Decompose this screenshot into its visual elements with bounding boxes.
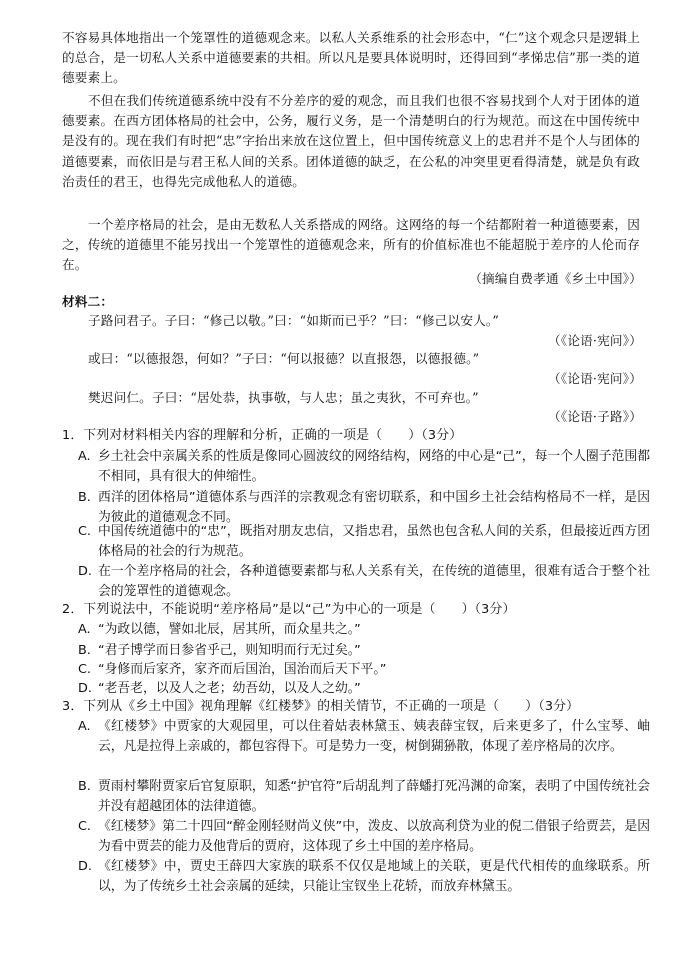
option-label: A. [78, 719, 91, 734]
option-label: C. [78, 819, 92, 834]
option-text: 乡土社会中亲属关系的性质是像同心圆波纹的网络结构，网络的中心是“己”，每一个人圈子范围都不相同，具有很大的伸缩性。 [98, 449, 650, 485]
option-label: D. [78, 681, 92, 696]
question-1-option-a [78, 447, 650, 488]
material2-quote-2: 或曰：“以德报怨，何如？”子曰：“何以报德？以直报怨，以德报德。” [88, 351, 480, 366]
material2-heading: 材料二： [62, 294, 114, 309]
option-text: 《红楼梦》中贾家的大观园里，可以住着姑表林黛玉、姨表薛宝钗，后来更多了，什么宝琴、岫云，凡是拉得上亲戚的，都包容得下。可是势力一变，树倒猢狲散，体现了差序格局的次序。 [98, 719, 650, 755]
material2-source-1: （《论语·宪问》） [548, 333, 642, 348]
option-text: “为政以德，譬如北辰，居其所，而众星共之。” [98, 622, 361, 637]
question-3-option-a [78, 717, 650, 758]
question-3-option-b [78, 777, 650, 818]
option-text: 中国传统道德中的“忠”，既指对朋友忠信，又指忠君，虽然也包含私人间的关系，但最接近西方团体格局的社会的行为规范。 [98, 524, 650, 560]
option-label: B. [78, 643, 91, 658]
question-3-stem: 3．下列从《乡土中国》视角理解《红楼梦》的相关情节，不正确的一项是（ ）（3分） [62, 699, 580, 714]
question-2-option-a [78, 620, 650, 640]
material1-paragraph-2: 不但在我们传统道德系统中没有不分差序的爱的观念，而且我们也很不容易找到个人对于团体的道德要素。在西方团体格局的社会中，公务，履行义务，是一个清楚明白的行为规范。而这在中国传统中是没有的。现在我们有时把“忠”字抬出来放在这位置上，但中国传统意义上的忠君并不是个人与团体的道德要素，而依旧是与君王私人间的关系。团体道德的缺乏，在公私的冲突里更看得清楚，就是负有政治责任的君王，也得先完成他私人的道德。 [62, 93, 640, 189]
question-1-option-c [78, 522, 650, 563]
option-text: 西洋的团体格局”道德体系与西洋的宗教观念有密切联系，和中国乡土社会结构格局不一样，是因为彼此的道德观念不同。 [98, 490, 650, 526]
question-1-stem: 1．下列对材料相关内容的理解和分析，正确的一项是（ ）（3分） [62, 428, 463, 443]
option-text: “老吾老，以及人之老；幼吾幼，以及人之幼。” [98, 681, 361, 696]
option-text: 《红楼梦》中，贾史王薛四大家族的联系不仅仅是地域上的关联，更是代代相传的血缘联系。所以，为了传统乡土社会亲属的延续，只能让宝钗坐上花轿，而放弃林黛玉。 [98, 859, 650, 895]
option-text: “君子博学而日参省乎己，则知明而行无过矣。” [98, 643, 361, 658]
question-2-option-c [78, 660, 650, 680]
question-2-stem: 2．下列说法中，不能说明“差序格局”是以“己”为中心的一项是（ ）（3分） [62, 602, 516, 617]
material1-source: （摘编自费孝通《乡土中国》） [469, 271, 642, 286]
option-label: A. [78, 622, 91, 637]
option-label: D. [78, 564, 92, 579]
question-1-option-d [78, 562, 650, 603]
question-3-option-c [78, 817, 650, 858]
option-text: 在一个差序格局的社会，各种道德要素都与私人关系有关，在传统的道德里，很难有适合于整个社会的笼罩性的道德观念。 [98, 564, 650, 600]
option-text: 贾雨村攀附贾家后官复原职，知悉“护官符”后胡乱判了薛蟠打死冯渊的命案，表明了中国传统社会并没有超越团体的法律道德。 [98, 779, 650, 815]
option-label: C. [78, 524, 92, 539]
material1-paragraph-1: 不容易具体地指出一个笼罩性的道德观念来。以私人关系维系的社会形态中，“仁”这个观念只是逻辑上的总合，是一切私人关系中道德要素的共相。所以凡是要具体说明时，还得回到“孝悌忠信”那一类的道德要素上。 [62, 30, 640, 86]
material1-paragraph-3: 一个差序格局的社会，是由无数私人关系搭成的网络。这网络的每一个结都附着一种道德要素，因之，传统的道德里不能另找出一个笼罩性的道德观念来，所有的价值标准也不能超脱于差序的人伦而存在。 [62, 217, 640, 273]
material2-quote-3: 樊迟问仁。子曰：“居处恭，执事敬，与人忠；虽之夷狄，不可弃也。” [88, 390, 479, 405]
option-label: B. [78, 779, 91, 794]
question-3-option-d [78, 857, 650, 898]
option-text: 《红楼梦》第二十四回“醉金刚轻财尚义侠”中，泼皮、以放高利贷为业的倪二借银子给贾芸，是因为看中贾芸的能力及他背后的贾府，这体现了乡土中国的差序格局。 [98, 819, 650, 855]
option-label: B. [78, 490, 91, 505]
material2-quote-1: 子路问君子。子曰：“修己以敬。”曰：“如斯而已乎？”曰：“修己以安人。” [88, 313, 500, 328]
option-label: A. [78, 449, 91, 464]
option-label: C. [78, 662, 92, 677]
option-label: D. [78, 859, 92, 874]
option-text: “身修而后家齐，家齐而后国治，国治而后天下平。” [98, 662, 387, 677]
material2-source-3: （《论语·子路》） [548, 409, 642, 424]
question-2-option-b [78, 641, 650, 661]
material2-source-2: （《论语·宪问》） [548, 371, 642, 386]
